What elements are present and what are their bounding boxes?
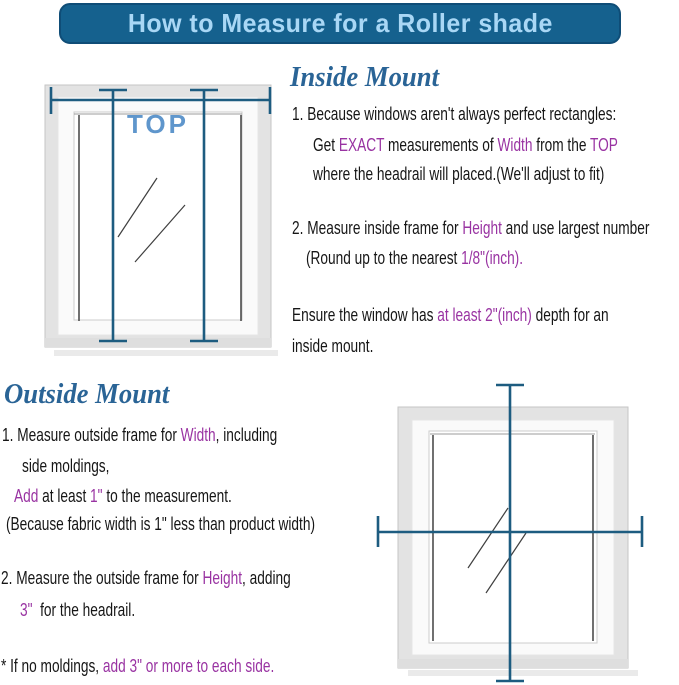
text-run: (Round up to the nearest: [306, 248, 462, 268]
text-run: (Because fabric width is 1" less than product width): [6, 514, 316, 534]
highlight-width: Width: [180, 425, 216, 445]
inside-depth-note-line2: [292, 336, 373, 357]
outside-mount-window-diagram: [368, 373, 672, 685]
inside-mount-window-diagram: [28, 73, 292, 379]
highlight-three-inch: 3": [20, 600, 33, 620]
highlight-add-three-inch: add 3" or more to each side.: [102, 656, 275, 676]
outside-item2-line2: [20, 600, 135, 621]
outside-mount-heading: Outside Mount: [4, 378, 170, 410]
highlight-height: Height: [202, 568, 243, 588]
outside-item2-line1: [1, 568, 291, 589]
inside-item2-line2: [306, 248, 523, 269]
text-run: where the headrail will placed.(We'll adjust to fit): [313, 164, 605, 184]
text-run: for the headrail.: [32, 600, 136, 620]
inside-item1-line3: [313, 164, 604, 185]
highlight-add: Add: [14, 486, 39, 506]
outside-item1-line2: [22, 456, 109, 477]
text-run: measurements of: [384, 135, 498, 155]
no-moldings-footnote: [1, 656, 274, 677]
highlight-one-inch: 1": [90, 486, 103, 506]
highlight-top: TOP: [590, 135, 618, 155]
text-run: 2. Measure the outside frame for: [1, 568, 203, 588]
outside-item1-line4: [6, 514, 315, 535]
text-run: * If no moldings,: [1, 656, 103, 676]
text-run: at least: [38, 486, 91, 506]
page-title: How to Measure for a Roller shade: [127, 8, 553, 38]
header-banner: [59, 3, 621, 44]
text-run: and use largest number: [501, 218, 650, 238]
text-run: Ensure the window has: [292, 305, 438, 325]
text-run: inside mount.: [292, 336, 374, 356]
text-run: , adding: [242, 568, 291, 588]
highlight-exact: EXACT: [338, 135, 385, 155]
text-run: 1. Because windows aren't always perfect rectangles:: [292, 104, 617, 124]
inside-depth-note-line1: [292, 305, 609, 326]
outside-item1-line1: [2, 425, 277, 446]
text-run: Get: [313, 135, 339, 155]
inside-item1-line1: [292, 104, 616, 125]
outside-item1-line3: [14, 486, 232, 507]
highlight-width: Width: [497, 135, 533, 155]
text-run: 1. Measure outside frame for: [2, 425, 181, 445]
text-run: depth for an: [531, 305, 609, 325]
inside-mount-heading: Inside Mount: [290, 61, 440, 93]
inside-item1-line2: [313, 135, 618, 156]
text-run: from the: [532, 135, 591, 155]
text-run: side moldings,: [22, 456, 110, 476]
text-run: , including: [215, 425, 278, 445]
window-frame: [398, 407, 638, 676]
text-run: to the measurement.: [102, 486, 232, 506]
highlight-depth: at least 2"(inch): [437, 305, 532, 325]
highlight-eighth-inch: 1/8"(inch).: [461, 248, 524, 268]
text-run: 2. Measure inside frame for: [292, 218, 463, 238]
top-label: TOP: [127, 109, 189, 139]
highlight-height: Height: [462, 218, 502, 238]
inside-item2-line1: [292, 218, 649, 239]
